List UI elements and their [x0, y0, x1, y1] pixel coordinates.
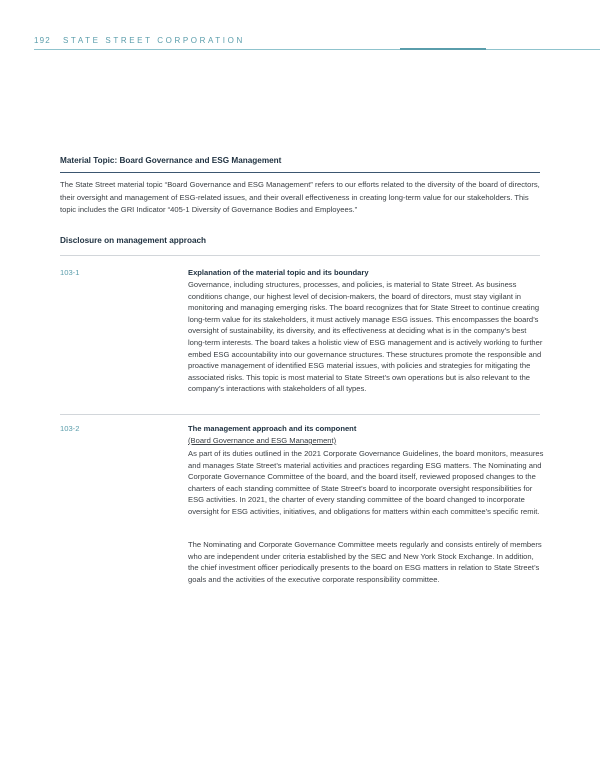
- disclosure-divider: [60, 255, 540, 256]
- topic-intro: The State Street material topic “Board Governance and ESG Management” refers to our efforts related to the diversity of the board of directors, their oversight and management of ESG-related issues, and their overall effectiveness in creating long-term value for our stakeholders. This topic includes the GRI Indicator “405-1 Diversity of Governance Bodies and Employees.”: [60, 180, 540, 214]
- item-paragraph: Governance, including structures, processes, and policies, is material to State Street. As business conditions change, our highest level of decision-makers, the board of directors, must stay vigilant in monitoring and managing emerging risks. The board recognizes that for State Street to continue creating long-term value for its stakeholders, it must actively manage ESG issues. This encompasses the board’s oversight of sustainability, its diversity, and its effectiveness at deciding what is in the company’s best long-term interests. The board takes a holistic view of ESG management and is actively working to further embed ESG accountability into our governance structures. These structures promote the responsible and proactive management of identified ESG material issues, with policies and strategies for mitigating the associated risks. This topic is most material to State Street’s own operations but is also relevant to the company’s interactions with stakeholders of all types.: [188, 280, 543, 394]
- item-paragraph: As part of its duties outlined in the 2021 Corporate Governance Guidelines, the board monitors, measures and manages State Street’s material activities and practices regarding ESG matters. The Nominating and Corporate Governance Committee of the board, and the board itself, reviewed proposed changes to the charters of each standing committee of State Street’s board to incorporate oversight responsibilities for ESG activities. In 2021, the charter of every standing committee of the board changed to incorporate oversight for ESG activities, initiatives, and obligations for matters within each committee’s specific remit.: [188, 449, 544, 516]
- topic-title: Material Topic: Board Governance and ESG Management: [60, 156, 282, 165]
- disclosure-title: Disclosure on management approach: [60, 236, 207, 245]
- item-title: Explanation of the material topic and its boundary: [188, 268, 369, 277]
- item-code: 103-1: [60, 268, 80, 277]
- item-code: 103-2: [60, 424, 80, 433]
- page-header: [0, 0, 600, 60]
- item-divider: [60, 414, 540, 415]
- item-paragraph: The Nominating and Corporate Governance Committee meets regularly and consists entirely of members who are independent under criteria established by the SEC and New York Stock Exchange. In addition, the chief investment officer periodically presents to the board on ESG matters in relation to State Street’s goals and the activities of the executive corporate responsibility committee.: [188, 540, 542, 584]
- item-title: The management approach and its component: [188, 424, 357, 433]
- topic-divider: [60, 172, 540, 173]
- company-name: STATE STREET CORPORATION: [63, 36, 245, 45]
- header-accent-rule: [400, 48, 486, 50]
- page-number: 192: [34, 36, 51, 45]
- header-rule: [34, 49, 600, 50]
- topic-link[interactable]: (Board Governance and ESG Management): [188, 436, 337, 445]
